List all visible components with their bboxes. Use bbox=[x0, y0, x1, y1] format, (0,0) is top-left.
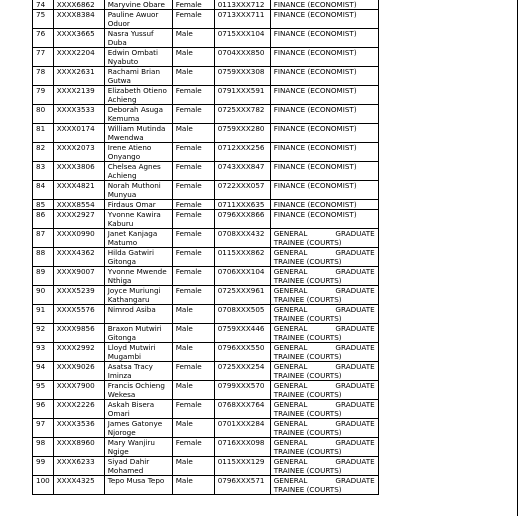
row-number: 76 bbox=[33, 29, 54, 48]
post-cell bbox=[270, 419, 378, 438]
post-line-1: GENERAL GRADUATE bbox=[273, 362, 375, 371]
post-line-2: TRAINEE (COURTS) bbox=[273, 295, 342, 304]
post-line-1: GENERAL GRADUATE bbox=[273, 438, 375, 447]
phone-cell: 0708XXX505 bbox=[214, 305, 270, 324]
post-cell: FINANCE (ECONOMIST) bbox=[270, 200, 378, 210]
row-number: 100 bbox=[33, 476, 54, 495]
row-number: 97 bbox=[33, 419, 54, 438]
table-row bbox=[33, 143, 379, 162]
row-number: 99 bbox=[33, 457, 54, 476]
post-cell bbox=[270, 362, 378, 381]
post-line-1: GENERAL GRADUATE bbox=[273, 400, 375, 409]
gender-cell: Male bbox=[172, 457, 214, 476]
candidates-table bbox=[32, 0, 379, 495]
post-cell: FINANCE (ECONOMIST) bbox=[270, 48, 378, 67]
phone-cell: 0759XXX308 bbox=[214, 67, 270, 86]
post-line-2: TRAINEE (COURTS) bbox=[273, 447, 342, 456]
name-cell: Mary Wanjiru Ngige bbox=[104, 438, 172, 457]
phone-cell: 0706XXX104 bbox=[214, 267, 270, 286]
post-line-1: GENERAL GRADUATE bbox=[273, 305, 375, 314]
gender-cell: Male bbox=[172, 419, 214, 438]
phone-cell: 0716XXX098 bbox=[214, 438, 270, 457]
phone-cell: 0115XXX862 bbox=[214, 248, 270, 267]
row-number: 79 bbox=[33, 86, 54, 105]
name-cell: William Mutinda Mwendwa bbox=[104, 124, 172, 143]
post-line-2: TRAINEE (COURTS) bbox=[273, 466, 342, 475]
name-cell: Nasra Yussuf Duba bbox=[104, 29, 172, 48]
name-cell: Elizabeth Otieno Achieng bbox=[104, 86, 172, 105]
table-row bbox=[33, 362, 379, 381]
row-number: 98 bbox=[33, 438, 54, 457]
name-cell: James Gatonye Njoroge bbox=[104, 419, 172, 438]
id-number-cell: XXXX8554 bbox=[53, 200, 104, 210]
row-number: 81 bbox=[33, 124, 54, 143]
table-row bbox=[33, 267, 379, 286]
gender-cell: Male bbox=[172, 29, 214, 48]
page-right-rule bbox=[517, 0, 518, 516]
name-cell: Asatsa Tracy Iminza bbox=[104, 362, 172, 381]
table-row bbox=[33, 457, 379, 476]
table-row bbox=[33, 229, 379, 248]
table-row bbox=[33, 29, 379, 48]
phone-cell: 0713XXX711 bbox=[214, 10, 270, 29]
table-row bbox=[33, 438, 379, 457]
post-cell: FINANCE (ECONOMIST) bbox=[270, 29, 378, 48]
id-number-cell: XXXX8384 bbox=[53, 10, 104, 29]
id-number-cell: XXXX6862 bbox=[53, 0, 104, 10]
gender-cell: Female bbox=[172, 210, 214, 229]
id-number-cell: XXXX9007 bbox=[53, 267, 104, 286]
table-row bbox=[33, 181, 379, 200]
post-line-2: TRAINEE (COURTS) bbox=[273, 428, 342, 437]
row-number: 84 bbox=[33, 181, 54, 200]
post-line-2: TRAINEE (COURTS) bbox=[273, 390, 342, 399]
post-line-2: TRAINEE (COURTS) bbox=[273, 371, 342, 380]
phone-cell: 0115XXX129 bbox=[214, 457, 270, 476]
gender-cell: Female bbox=[172, 362, 214, 381]
post-cell: FINANCE (ECONOMIST) bbox=[270, 67, 378, 86]
post-line-2: TRAINEE (COURTS) bbox=[273, 333, 342, 342]
gender-cell: Female bbox=[172, 105, 214, 124]
table-row bbox=[33, 124, 379, 143]
phone-cell: 0759XXX446 bbox=[214, 324, 270, 343]
name-cell: Tepo Musa Tepo bbox=[104, 476, 172, 495]
id-number-cell: XXXX9856 bbox=[53, 324, 104, 343]
post-cell bbox=[270, 457, 378, 476]
row-number: 85 bbox=[33, 200, 54, 210]
row-number: 87 bbox=[33, 229, 54, 248]
row-number: 80 bbox=[33, 105, 54, 124]
gender-cell: Male bbox=[172, 124, 214, 143]
id-number-cell: XXXX2226 bbox=[53, 400, 104, 419]
post-cell: FINANCE (ECONOMIST) bbox=[270, 124, 378, 143]
row-number: 86 bbox=[33, 210, 54, 229]
id-number-cell: XXXX2631 bbox=[53, 67, 104, 86]
phone-cell: 0708XXX432 bbox=[214, 229, 270, 248]
name-cell: Rachami Brian Gutwa bbox=[104, 67, 172, 86]
post-cell bbox=[270, 438, 378, 457]
post-line-2: TRAINEE (COURTS) bbox=[273, 352, 342, 361]
post-cell bbox=[270, 343, 378, 362]
post-line-1: GENERAL GRADUATE bbox=[273, 381, 375, 390]
name-cell: Firdaus Omar bbox=[104, 200, 172, 210]
id-number-cell: XXXX6233 bbox=[53, 457, 104, 476]
row-number: 88 bbox=[33, 248, 54, 267]
row-number: 90 bbox=[33, 286, 54, 305]
phone-cell: 0701XXX284 bbox=[214, 419, 270, 438]
name-cell: Norah Muthoni Munyua bbox=[104, 181, 172, 200]
id-number-cell: XXXX2139 bbox=[53, 86, 104, 105]
gender-cell: Male bbox=[172, 305, 214, 324]
id-number-cell: XXXX3533 bbox=[53, 105, 104, 124]
row-number: 78 bbox=[33, 67, 54, 86]
id-number-cell: XXXX9026 bbox=[53, 362, 104, 381]
gender-cell: Male bbox=[172, 67, 214, 86]
name-cell: Lloyd Mutwiri Mugambi bbox=[104, 343, 172, 362]
gender-cell: Female bbox=[172, 229, 214, 248]
post-cell bbox=[270, 267, 378, 286]
post-cell: FINANCE (ECONOMIST) bbox=[270, 105, 378, 124]
post-cell: FINANCE (ECONOMIST) bbox=[270, 143, 378, 162]
post-cell: FINANCE (ECONOMIST) bbox=[270, 210, 378, 229]
name-cell: Braxon Mutwiri Gitonga bbox=[104, 324, 172, 343]
post-cell bbox=[270, 229, 378, 248]
row-number: 95 bbox=[33, 381, 54, 400]
name-cell: Pauline Awuor Oduor bbox=[104, 10, 172, 29]
table-row bbox=[33, 381, 379, 400]
phone-cell: 0722XXX057 bbox=[214, 181, 270, 200]
phone-cell: 0796XXX866 bbox=[214, 210, 270, 229]
table-row bbox=[33, 476, 379, 495]
post-cell bbox=[270, 248, 378, 267]
gender-cell: Female bbox=[172, 86, 214, 105]
gender-cell: Female bbox=[172, 0, 214, 10]
post-cell bbox=[270, 381, 378, 400]
phone-cell: 0759XXX280 bbox=[214, 124, 270, 143]
name-cell: Hilda Gatwiri Gitonga bbox=[104, 248, 172, 267]
name-cell: Askah Bisera Omari bbox=[104, 400, 172, 419]
gender-cell: Male bbox=[172, 343, 214, 362]
row-number: 94 bbox=[33, 362, 54, 381]
phone-cell: 0799XXX570 bbox=[214, 381, 270, 400]
post-line-1: GENERAL GRADUATE bbox=[273, 419, 375, 428]
table-row bbox=[33, 343, 379, 362]
table-row bbox=[33, 105, 379, 124]
phone-cell: 0113XXX712 bbox=[214, 0, 270, 10]
post-line-2: TRAINEE (COURTS) bbox=[273, 409, 342, 418]
id-number-cell: XXXX4325 bbox=[53, 476, 104, 495]
row-number: 96 bbox=[33, 400, 54, 419]
post-line-1: GENERAL GRADUATE bbox=[273, 267, 375, 276]
post-cell bbox=[270, 305, 378, 324]
phone-cell: 0704XXX850 bbox=[214, 48, 270, 67]
post-cell bbox=[270, 476, 378, 495]
id-number-cell: XXXX0990 bbox=[53, 229, 104, 248]
name-cell: Yvonne Mwende Nthiga bbox=[104, 267, 172, 286]
id-number-cell: XXXX3806 bbox=[53, 162, 104, 181]
table-row bbox=[33, 286, 379, 305]
row-number: 83 bbox=[33, 162, 54, 181]
table-row bbox=[33, 210, 379, 229]
name-cell: Joyce Muriungi Kathangaru bbox=[104, 286, 172, 305]
table-row bbox=[33, 67, 379, 86]
id-number-cell: XXXX3536 bbox=[53, 419, 104, 438]
name-cell: Edwin Ombati Nyabuto bbox=[104, 48, 172, 67]
gender-cell: Female bbox=[172, 10, 214, 29]
id-number-cell: XXXX2204 bbox=[53, 48, 104, 67]
row-number: 74 bbox=[33, 0, 54, 10]
gender-cell: Female bbox=[172, 200, 214, 210]
table-row bbox=[33, 48, 379, 67]
id-number-cell: XXXX7900 bbox=[53, 381, 104, 400]
name-cell: Chelsea Agnes Achieng bbox=[104, 162, 172, 181]
table-row bbox=[33, 10, 379, 29]
gender-cell: Female bbox=[172, 286, 214, 305]
id-number-cell: XXXX2927 bbox=[53, 210, 104, 229]
name-cell: Francis Ochieng Wekesa bbox=[104, 381, 172, 400]
gender-cell: Female bbox=[172, 400, 214, 419]
gender-cell: Male bbox=[172, 48, 214, 67]
gender-cell: Male bbox=[172, 324, 214, 343]
phone-cell: 0725XXX782 bbox=[214, 105, 270, 124]
gender-cell: Female bbox=[172, 181, 214, 200]
name-cell: Siyad Dahir Mohamed bbox=[104, 457, 172, 476]
id-number-cell: XXXX0174 bbox=[53, 124, 104, 143]
table-row bbox=[33, 305, 379, 324]
phone-cell: 0768XXX764 bbox=[214, 400, 270, 419]
gender-cell: Female bbox=[172, 143, 214, 162]
post-line-1: GENERAL GRADUATE bbox=[273, 286, 375, 295]
gender-cell: Female bbox=[172, 267, 214, 286]
post-line-1: GENERAL GRADUATE bbox=[273, 229, 375, 238]
table-row bbox=[33, 200, 379, 210]
post-line-2: TRAINEE (COURTS) bbox=[273, 314, 342, 323]
table-row bbox=[33, 86, 379, 105]
row-number: 91 bbox=[33, 305, 54, 324]
post-cell: FINANCE (ECONOMIST) bbox=[270, 86, 378, 105]
post-line-1: GENERAL GRADUATE bbox=[273, 343, 375, 352]
name-cell: Nimrod Asiba bbox=[104, 305, 172, 324]
id-number-cell: XXXX4821 bbox=[53, 181, 104, 200]
phone-cell: 0796XXX571 bbox=[214, 476, 270, 495]
gender-cell: Female bbox=[172, 438, 214, 457]
post-line-1: GENERAL GRADUATE bbox=[273, 476, 375, 485]
table-row bbox=[33, 248, 379, 267]
gender-cell: Male bbox=[172, 381, 214, 400]
name-cell: Yvonne Kawira Kaburu bbox=[104, 210, 172, 229]
table-row bbox=[33, 162, 379, 181]
post-line-1: GENERAL GRADUATE bbox=[273, 324, 375, 333]
row-number: 89 bbox=[33, 267, 54, 286]
post-cell bbox=[270, 286, 378, 305]
table-row bbox=[33, 419, 379, 438]
row-number: 77 bbox=[33, 48, 54, 67]
row-number: 93 bbox=[33, 343, 54, 362]
post-cell: FINANCE (ECONOMIST) bbox=[270, 181, 378, 200]
post-line-2: TRAINEE (COURTS) bbox=[273, 257, 342, 266]
id-number-cell: XXXX2992 bbox=[53, 343, 104, 362]
id-number-cell: XXXX4362 bbox=[53, 248, 104, 267]
phone-cell: 0712XXX256 bbox=[214, 143, 270, 162]
name-cell: Irene Atieno Onyango bbox=[104, 143, 172, 162]
table-row bbox=[33, 0, 379, 10]
phone-cell: 0743XXX847 bbox=[214, 162, 270, 181]
gender-cell: Female bbox=[172, 162, 214, 181]
id-number-cell: XXXX5239 bbox=[53, 286, 104, 305]
id-number-cell: XXXX8960 bbox=[53, 438, 104, 457]
post-line-2: TRAINEE (COURTS) bbox=[273, 485, 342, 494]
gender-cell: Female bbox=[172, 248, 214, 267]
name-cell: Janet Kanjaga Matumo bbox=[104, 229, 172, 248]
id-number-cell: XXXX5576 bbox=[53, 305, 104, 324]
post-cell bbox=[270, 400, 378, 419]
post-cell: FINANCE (ECONOMIST) bbox=[270, 0, 378, 10]
id-number-cell: XXXX2073 bbox=[53, 143, 104, 162]
name-cell: Deborah Asuga Kemuma bbox=[104, 105, 172, 124]
name-cell: Maryvine Obare bbox=[104, 0, 172, 10]
phone-cell: 0711XXX635 bbox=[214, 200, 270, 210]
row-number: 75 bbox=[33, 10, 54, 29]
phone-cell: 0791XXX591 bbox=[214, 86, 270, 105]
phone-cell: 0715XXX104 bbox=[214, 29, 270, 48]
phone-cell: 0725XXX961 bbox=[214, 286, 270, 305]
phone-cell: 0725XXX254 bbox=[214, 362, 270, 381]
table-row bbox=[33, 324, 379, 343]
row-number: 92 bbox=[33, 324, 54, 343]
post-line-2: TRAINEE (COURTS) bbox=[273, 238, 342, 247]
post-line-1: GENERAL GRADUATE bbox=[273, 457, 375, 466]
id-number-cell: XXXX3665 bbox=[53, 29, 104, 48]
table-row bbox=[33, 400, 379, 419]
gender-cell: Male bbox=[172, 476, 214, 495]
phone-cell: 0796XXX550 bbox=[214, 343, 270, 362]
post-line-1: GENERAL GRADUATE bbox=[273, 248, 375, 257]
post-cell bbox=[270, 324, 378, 343]
post-cell: FINANCE (ECONOMIST) bbox=[270, 10, 378, 29]
row-number: 82 bbox=[33, 143, 54, 162]
post-line-2: TRAINEE (COURTS) bbox=[273, 276, 342, 285]
post-cell: FINANCE (ECONOMIST) bbox=[270, 162, 378, 181]
